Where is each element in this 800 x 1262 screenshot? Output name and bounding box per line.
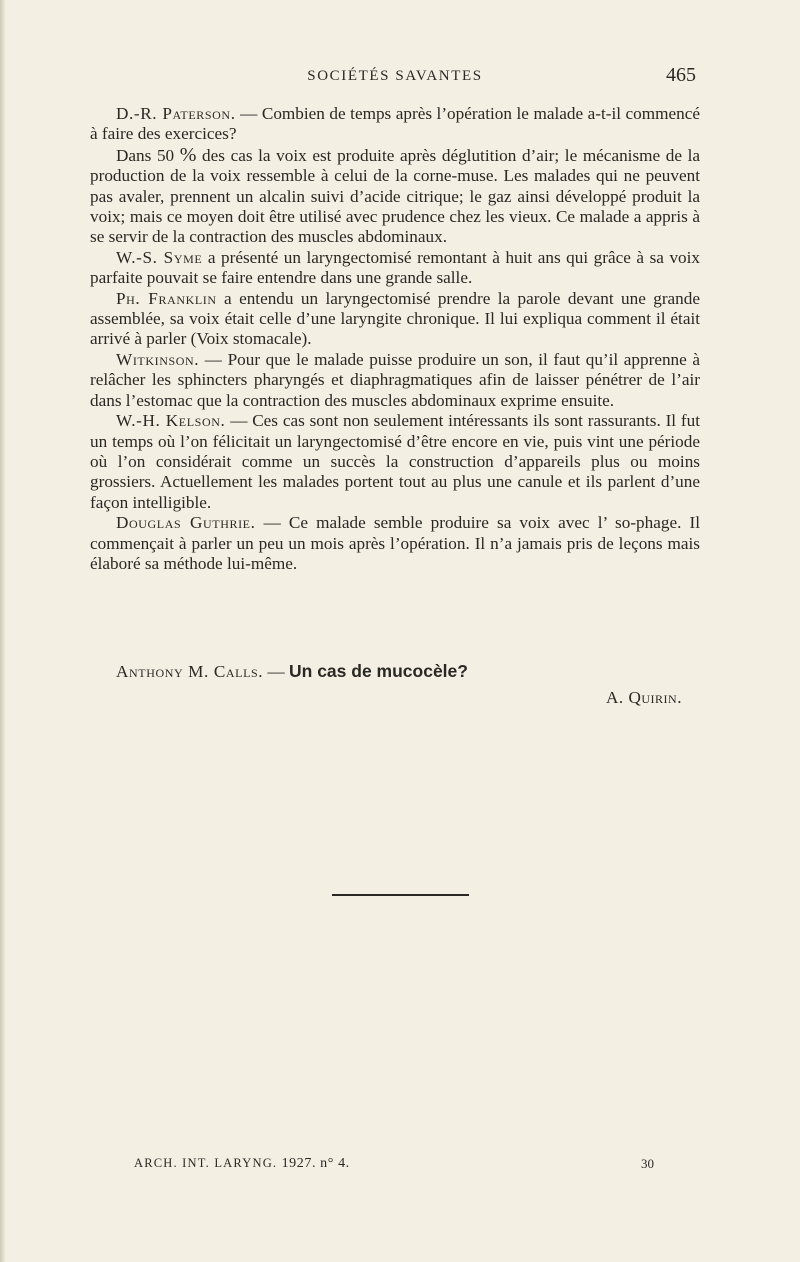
paragraph-text: — Ces cas sont non seulement intéressants ils sont rassurants. Il fut un temps où l’on félicitait un laryngectomisé d’être encore en vie, puis vint une période où l’on considérait comme un succès la construction d’appareils plus ou moins grossiers. Actuellement les malades portent tout au plus une canule et ils parlent d’une façon intelligible.: [90, 411, 700, 512]
speaker-name: D.-R. Paterson.: [116, 104, 236, 123]
article-author: Anthony M. Calls.: [116, 662, 264, 681]
article-heading: [116, 661, 696, 682]
page-edge-shadow: [0, 0, 6, 1262]
paragraph-text: — Combien de temps après l’opération le malade a-t-il commencé à faire des exercices?: [90, 104, 700, 144]
paragraph-voice-production: [90, 145, 700, 248]
speaker-name: Ph. Franklin: [116, 288, 217, 308]
paragraph-text: a présenté un laryngectomisé remontant à huit ans qui grâce à sa voix parfaite pouvait se faire entendre dans une grande salle.: [90, 247, 701, 288]
paragraph-kelson: [90, 411, 700, 513]
reviewer-signature: A. Quirin.: [605, 688, 682, 707]
sheet-signature: 30: [641, 1156, 654, 1171]
page-number: 465: [666, 64, 696, 86]
paragraph-text: des cas la voix est produite après déglutition d’air; le mécanisme de la production de la voix ressemble à celui de la corne-muse. Les malades qui ne peuvent pas avaler, prennent un alcalin suivi d’acide citrique; le gaz ainsi développé produit la voix; mais ce moyen doit être utilisé avec prudence chez les vieux. Ce malade a appris à se servir de la contraction des muscles abdominaux.: [90, 145, 700, 247]
running-title: SOCIÉTÉS SAVANTES: [307, 68, 483, 84]
journal-issue: 1927. n° 4.: [281, 1156, 350, 1171]
article-dash: —: [263, 662, 289, 681]
paragraph-text: — Ce malade semble produire sa voix avec l’ so-phage. Il commençait à parler un peu un mois après l’opération. Il n’a jamais pris de leçons mais élaboré sa méthode lui-même.: [90, 513, 700, 573]
speaker-name: Douglas Guthrie.: [116, 513, 256, 533]
percent-sign: %: [179, 143, 197, 166]
speaker-name: W.-H. Kelson.: [116, 411, 226, 431]
speaker-name: Witkinson.: [116, 349, 200, 369]
paragraph-text: a entendu un laryngectomisé prendre la parole devant une grande assemblée, sa voix était celle d’une laryngite chronique. Il lui expliqua comment il était arrivé à parler (Voix stomacale).: [90, 288, 700, 349]
journal-abbrev: ARCH. INT. LARYNG.: [134, 1156, 278, 1170]
paragraph-syme: [90, 248, 700, 289]
paragraph-paterson: [90, 104, 700, 145]
paragraph-guthrie: [90, 513, 700, 574]
speaker-name: W.-S. Syme: [116, 247, 203, 267]
page-footer: [134, 1156, 664, 1174]
discussion-text: [90, 104, 700, 574]
footer-journal: [134, 1156, 350, 1172]
paragraph-witkinson: [90, 350, 700, 411]
paragraph-text-lead: Dans 50: [116, 145, 180, 165]
running-head: [90, 66, 700, 88]
section-divider: [332, 894, 469, 896]
paragraph-franklin: [90, 289, 700, 350]
paragraph-text: — Pour que le malade puisse produire un son, il faut qu’il apprenne à relâcher les sphincters pharyngés et diaphragmatiques afin de laisser pénétrer de l’air dans l’estomac que la contraction des muscles abdominaux exprime ensuite.: [90, 349, 700, 410]
article-title: Un cas de mucocèle?: [289, 661, 468, 681]
